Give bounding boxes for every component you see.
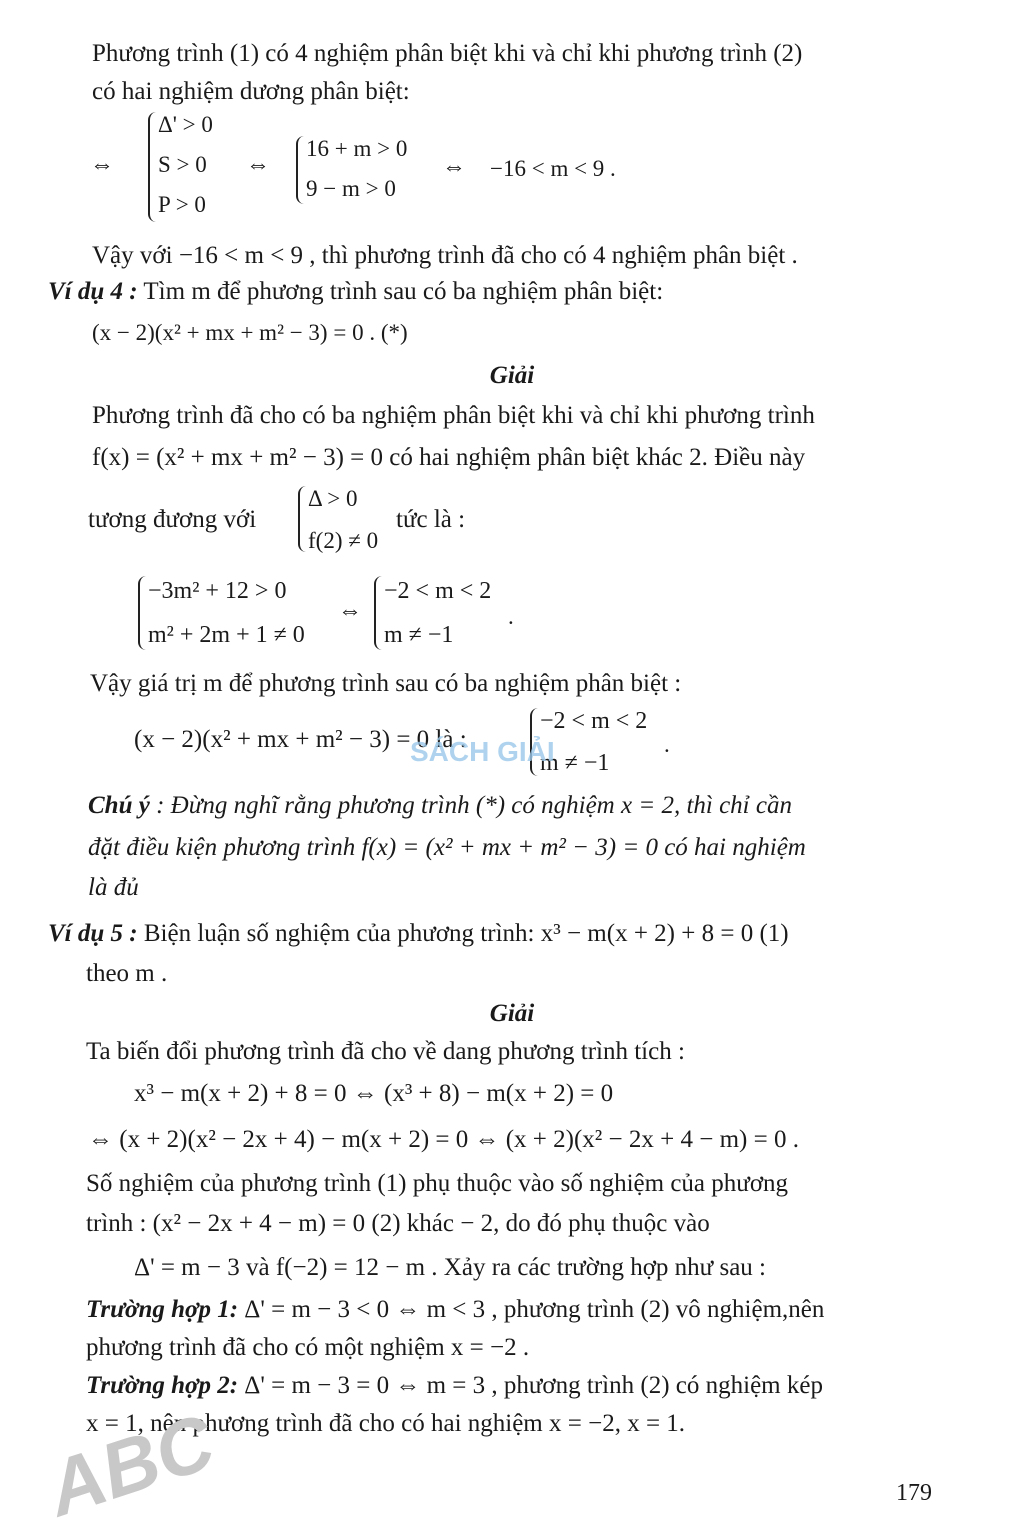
ex5-s4: Số nghiệm của phương trình (1) phụ thuộc vào số nghiệm của phương: [86, 1170, 789, 1197]
sys-a-row-2: m² + 2m + 1 ≠ 0: [148, 622, 305, 648]
sys2-row-2: 9 − m > 0: [306, 176, 396, 201]
ex5-s1: Ta biến đổi phương trình đã cho về dang phương trình tích :: [86, 1038, 685, 1065]
example-5-text: Biện luận số nghiệm của phương trình: x³ − m(x + 2) + 8 = 0 (1): [137, 920, 789, 947]
example-4-text: Tìm m để phương trình sau có ba nghiệm phân biệt:: [137, 278, 664, 305]
period: .: [508, 604, 514, 629]
sys-c-row-2: m ≠ −1: [540, 750, 610, 776]
ex5-s2: x³ − m(x + 2) + 8 = 0 ⇔ (x³ + 8) − m(x + 2) = 0: [134, 1080, 614, 1107]
equiv-arrow: ⇔: [338, 598, 362, 624]
example-5-label: Ví dụ 5 :: [48, 920, 138, 947]
ex4-s3b: tức là :: [396, 506, 466, 533]
note-text-1: : Đừng nghĩ rằng phương trình (*) có nghiệm x = 2, thì chỉ cần: [149, 792, 792, 819]
sys-a-row-1: −3m² + 12 > 0: [148, 578, 287, 604]
sys1-row-2: S > 0: [158, 152, 207, 177]
case-2-text: Δ' = m − 3 = 0 ⇔ m = 3 , phương trình (2) có nghiệm kép: [238, 1372, 823, 1399]
p1-conclusion: Vậy với −16 < m < 9 , thì phương trình đã cho có 4 nghiệm phân biệt .: [92, 242, 798, 269]
case-1-line-1: [86, 1294, 824, 1326]
ex4-s1: Phương trình đã cho có ba nghiệm phân biệt khi và chỉ khi phương trình: [92, 402, 815, 429]
equiv-arrow: ⇔: [246, 152, 270, 178]
sys-c-row-1: −2 < m < 2: [540, 708, 648, 734]
example-4-heading: [48, 276, 663, 308]
cond-row-1: Δ > 0: [308, 486, 358, 511]
system-brace: [148, 112, 158, 222]
note-line-3: là đủ: [88, 874, 139, 901]
ex4-s5: (x − 2)(x² + mx + m² − 3) = 0 là :: [134, 726, 467, 753]
equiv-arrow: ⇔: [90, 152, 114, 178]
p1-line-1: Phương trình (1) có 4 nghiệm phân biệt khi và chỉ khi phương trình (2): [92, 40, 803, 67]
p1-line-2: có hai nghiệm dương phân biệt:: [92, 78, 410, 105]
sys-b-row-2: m ≠ −1: [384, 622, 454, 648]
solution-title: Giải: [489, 362, 535, 389]
ex5-s3: ⇔ (x + 2)(x² − 2x + 4) − m(x + 2) = 0 ⇔ (x + 2)(x² − 2x + 4 − m) = 0 .: [88, 1126, 799, 1153]
ex4-s2: f(x) = (x² + mx + m² − 3) = 0 có hai nghiệm phân biệt khác 2. Điều này: [92, 444, 806, 471]
ex5-s5: trình : (x² − 2x + 4 − m) = 0 (2) khác − 2, do đó phụ thuộc vào: [86, 1210, 710, 1237]
case-2-label: Trường hợp 2:: [86, 1372, 239, 1399]
sys2-row-1: 16 + m > 0: [306, 136, 408, 161]
equiv-arrow: ⇔: [442, 154, 466, 180]
period: .: [664, 732, 670, 757]
system-brace: [298, 486, 308, 552]
case-2-line-2: x = 1, nên phương trình đã cho có hai nghiệm x = −2, x = 1.: [86, 1410, 686, 1437]
case-1-label: Trường hợp 1:: [86, 1296, 239, 1323]
note-label: Chú ý: [88, 792, 150, 819]
p1-result: −16 < m < 9 .: [490, 156, 616, 181]
watermark-text: SÁCH GIẢI: [410, 736, 555, 767]
ex4-s4: Vậy giá trị m để phương trình sau có ba nghiệm phân biệt :: [90, 670, 682, 697]
case-1-line-2: phương trình đã cho có một nghiệm x = −2 .: [86, 1334, 530, 1361]
case-1-text: Δ' = m − 3 < 0 ⇔ m < 3 , phương trình (2) vô nghiệm,nên: [238, 1296, 825, 1323]
example-5-heading: [48, 918, 789, 950]
system-brace: [296, 136, 306, 204]
system-brace: [138, 576, 148, 650]
ex4-s3a: tương đương với: [88, 506, 257, 533]
example-5-text-2: theo m .: [86, 960, 168, 987]
system-brace: [374, 576, 384, 650]
cond-row-2: f(2) ≠ 0: [308, 528, 379, 553]
note-line-2: đặt điều kiện phương trình f(x) = (x² + mx + m² − 3) = 0 có hai nghiệm: [88, 834, 806, 861]
page-number: 179: [896, 1480, 932, 1506]
example-4-equation: (x − 2)(x² + mx + m² − 3) = 0 . (*): [92, 320, 408, 345]
abc-logo: ABC: [36, 1397, 225, 1533]
sys1-row-1: Δ' > 0: [158, 112, 213, 137]
sys-b-row-1: −2 < m < 2: [384, 578, 492, 604]
note-line-1: [88, 790, 792, 822]
sys1-row-3: P > 0: [158, 192, 206, 217]
example-4-label: Ví dụ 4 :: [48, 278, 138, 305]
ex5-s6: Δ' = m − 3 và f(−2) = 12 − m . Xảy ra các trường hợp như sau :: [134, 1254, 766, 1281]
solution-title: Giải: [489, 1000, 535, 1027]
